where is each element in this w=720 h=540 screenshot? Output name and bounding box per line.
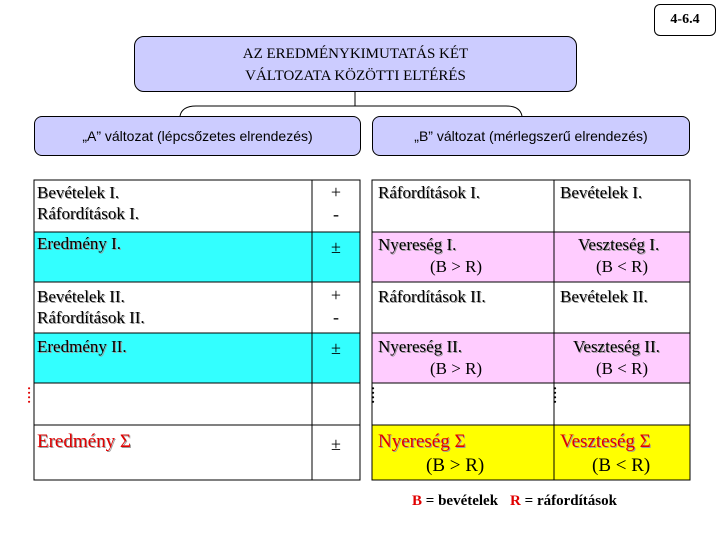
b-r3-expense: Ráfordítások II. (378, 287, 486, 306)
legend-b-letter: B (412, 493, 423, 509)
left-r2-result: Eredmény I. (37, 234, 122, 253)
b-r2-profit: Nyereség I. (378, 235, 457, 254)
sign-r3-minus: - (333, 307, 339, 327)
b-ellipsis: .... (368, 386, 388, 404)
b-r2-condition: (B > R) (430, 257, 483, 276)
c-r6-loss-total: Veszteség Σ (560, 431, 651, 452)
c-r4-condition: (B < R) (596, 359, 649, 378)
sign-r3-plus: + (330, 285, 342, 305)
b-r1-expense: Ráfordítások I. (378, 183, 480, 202)
left-r1-expense: Ráfordítások I. (37, 204, 139, 223)
c-r2-loss: Veszteség I. (578, 235, 660, 254)
left-r4-result: Eredmény II. (37, 337, 127, 356)
left-ellipsis: .... (24, 386, 44, 404)
c-r2-condition: (B < R) (596, 257, 649, 276)
left-r6-result-total: Eredmény Σ (37, 431, 131, 452)
legend-r-text: = ráfordítások (520, 493, 617, 509)
sign-r1-minus: - (333, 204, 339, 224)
sign-r1-plus: + (330, 182, 342, 202)
c-ellipsis: .... (550, 386, 570, 404)
c-r6-condition: (B < R) (592, 455, 651, 476)
b-r6-profit-total: Nyereség Σ (378, 431, 466, 452)
sign-r4-plusminus: ± (331, 338, 341, 358)
b-r6-condition: (B > R) (426, 455, 485, 476)
left-r1-income: Bevételek I. (37, 183, 120, 202)
left-r3-expense: Ráfordítások II. (37, 308, 145, 327)
page-number: 4-6.4 (654, 4, 716, 36)
c-r3-income: Bevételek II. (560, 287, 648, 306)
legend (412, 493, 617, 510)
legend-b-text: = bevételek (422, 493, 499, 509)
c-r1-income: Bevételek I. (560, 183, 643, 202)
sign-r2-plusminus: ± (331, 237, 341, 257)
legend-r-letter: R (510, 493, 521, 509)
variant-a-header: „A” változat (lépcsőzetes elrendezés) (34, 116, 361, 156)
variant-b-header: „B” változat (mérlegszerű elrendezés) (372, 116, 690, 156)
sign-r6-plusminus: ± (331, 434, 341, 454)
c-r4-loss: Veszteség II. (573, 337, 660, 356)
b-r4-profit: Nyereség II. (378, 337, 463, 356)
left-r3-income: Bevételek II. (37, 287, 125, 306)
main-title-line1: AZ EREDMÉNYKIMUTATÁS KÉT (242, 46, 469, 62)
main-title-line2: VÁLTOZATA KÖZÖTTI ELTÉRÉS (245, 68, 466, 84)
b-r4-condition: (B > R) (430, 359, 483, 378)
